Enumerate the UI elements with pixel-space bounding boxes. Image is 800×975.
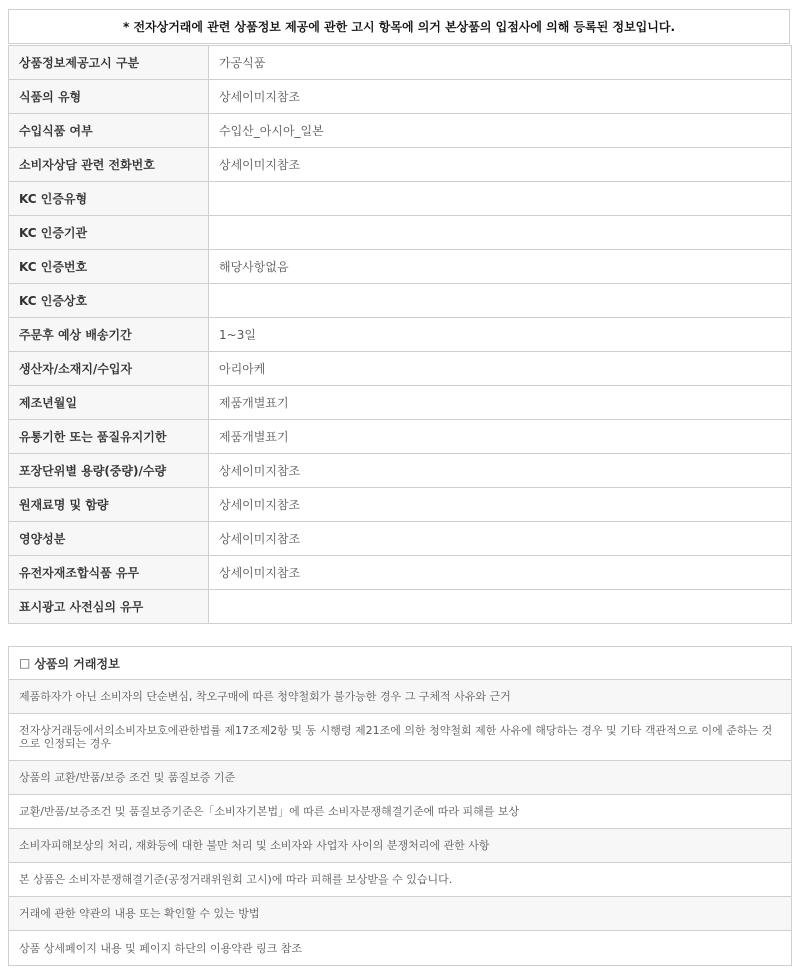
notice-text: * 전자상거래에 관련 상품정보 제공에 관한 고시 항목에 의거 본상품의 입점사에 의해 등록된 정보입니다. <box>122 20 675 34</box>
table-row <box>9 488 792 522</box>
trade-question-text: 상품의 교환/반품/보증 조건 및 품질보증 기준 <box>19 771 236 784</box>
trade-question <box>9 680 791 714</box>
row-value: 상세이미지참조 <box>209 80 792 114</box>
row-value: 제품개별표기 <box>209 386 792 420</box>
row-label: 유전자재조합식품 유무 <box>9 556 209 590</box>
row-value: 제품개별표기 <box>209 420 792 454</box>
trade-question <box>9 897 791 931</box>
row-value: 수입산_아시아_일본 <box>209 114 792 148</box>
row-label: 식품의 유형 <box>9 80 209 114</box>
trade-answer <box>9 931 791 965</box>
table-row <box>9 590 792 624</box>
checkbox-square-icon: □ <box>19 656 31 670</box>
table-row <box>9 352 792 386</box>
row-label: KC 인증상호 <box>9 284 209 318</box>
trade-question <box>9 761 791 795</box>
trade-answer-text: 본 상품은 소비자분쟁해결기준(공정거래위원회 고시)에 따라 피해를 보상받을 수 있습니다. <box>19 873 453 886</box>
row-value: 상세이미지참조 <box>209 148 792 182</box>
trade-answer-text: 전자상거래등에서의소비자보호에관한법률 제17조제2항 및 동 시행령 제21조에 의한 청약철회 제한 사유에 해당하는 경우 및 기타 객관적으로 이에 준하는 것으로 인정되는 경우 <box>19 724 773 750</box>
row-label: 영양성분 <box>9 522 209 556</box>
row-label: KC 인증기관 <box>9 216 209 250</box>
row-label: 제조년월일 <box>9 386 209 420</box>
row-label: KC 인증유형 <box>9 182 209 216</box>
row-label: 포장단위별 용량(중량)/수량 <box>9 454 209 488</box>
row-label: 생산자/소재지/수입자 <box>9 352 209 386</box>
product-info-table <box>8 45 792 624</box>
table-row <box>9 454 792 488</box>
table-row <box>9 216 792 250</box>
table-row <box>9 284 792 318</box>
trade-question-text: 거래에 관한 약관의 내용 또는 확인할 수 있는 방법 <box>19 907 260 920</box>
row-label: 원재료명 및 함량 <box>9 488 209 522</box>
notice-banner <box>8 9 790 44</box>
row-label: KC 인증번호 <box>9 250 209 284</box>
trade-question-text: 제품하자가 아닌 소비자의 단순변심, 착오구매에 따른 청약철회가 불가능한 경우 그 구체적 사유와 근거 <box>19 690 511 703</box>
trade-question-text: 소비자피해보상의 처리, 재화등에 대한 불만 처리 및 소비자와 사업자 사이의 분쟁처리에 관한 사항 <box>19 839 490 852</box>
table-row <box>9 46 792 80</box>
trade-answer-text: 교환/반품/보증조건 및 품질보증기준은「소비자기본법」에 따른 소비자분쟁해결기준에 따라 피해를 보상 <box>19 805 520 818</box>
row-value: 가공식품 <box>209 46 792 80</box>
trade-info-title-text: 상품의 거래정보 <box>34 656 120 671</box>
row-value <box>209 284 792 318</box>
row-label: 소비자상담 관련 전화번호 <box>9 148 209 182</box>
table-row <box>9 318 792 352</box>
trade-answer <box>9 714 791 761</box>
trade-answer <box>9 795 791 829</box>
table-row <box>9 148 792 182</box>
trade-info-section <box>8 646 792 966</box>
table-row <box>9 386 792 420</box>
row-label: 주문후 예상 배송기간 <box>9 318 209 352</box>
table-row <box>9 556 792 590</box>
row-value: 해당사항없음 <box>209 250 792 284</box>
row-value: 1~3일 <box>209 318 792 352</box>
row-label: 상품정보제공고시 구분 <box>9 46 209 80</box>
row-value: 상세이미지참조 <box>209 556 792 590</box>
table-row <box>9 420 792 454</box>
row-value: 상세이미지참조 <box>209 488 792 522</box>
row-value: 상세이미지참조 <box>209 454 792 488</box>
row-label: 유통기한 또는 품질유지기한 <box>9 420 209 454</box>
trade-info-title <box>9 647 791 680</box>
table-row <box>9 80 792 114</box>
trade-answer-text: 상품 상세페이지 내용 및 페이지 하단의 이용약관 링크 참조 <box>19 941 302 955</box>
row-label: 표시광고 사전심의 유무 <box>9 590 209 624</box>
trade-question <box>9 829 791 863</box>
row-label: 수입식품 여부 <box>9 114 209 148</box>
row-value: 아리아케 <box>209 352 792 386</box>
table-row <box>9 522 792 556</box>
table-row <box>9 182 792 216</box>
row-value <box>209 216 792 250</box>
trade-answer <box>9 863 791 897</box>
table-row <box>9 114 792 148</box>
table-row <box>9 250 792 284</box>
row-value <box>209 182 792 216</box>
row-value: 상세이미지참조 <box>209 522 792 556</box>
row-value <box>209 590 792 624</box>
